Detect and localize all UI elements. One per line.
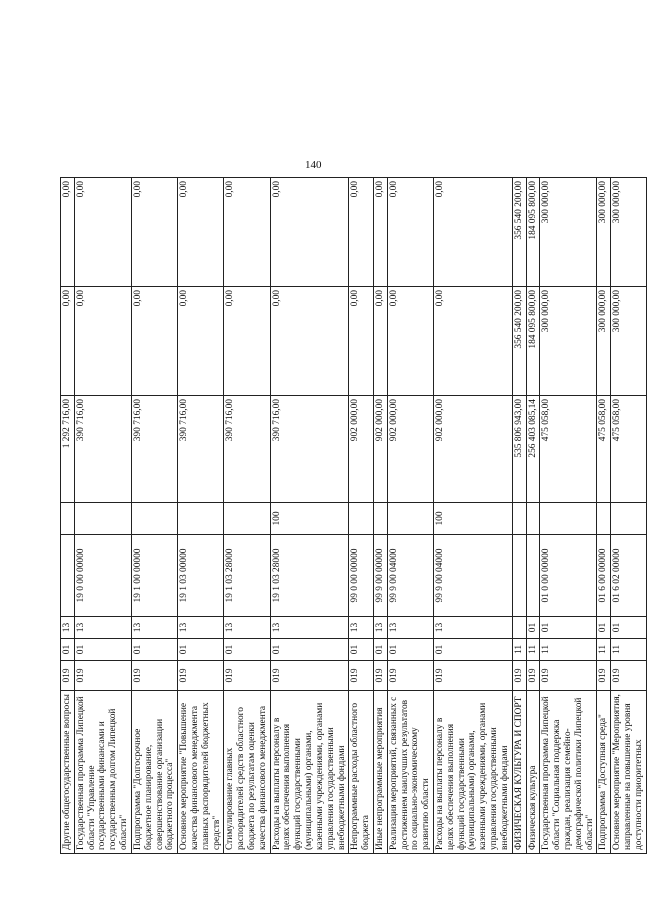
cell-csr: 99 9 00 04000	[387, 535, 433, 617]
table-row	[131, 178, 177, 854]
cell-rz: 01	[349, 639, 374, 661]
cell-name: Непрограммные расходы областного бюджета	[349, 691, 374, 854]
cell-a2: 0,00	[131, 287, 177, 396]
cell-a3: 0,00	[74, 178, 131, 287]
cell-vr	[178, 503, 224, 535]
cell-vr	[597, 503, 611, 535]
cell-a2: 300 000,00	[597, 287, 611, 396]
cell-name: ФИЗИЧЕСКАЯ КУЛЬТУРА И СПОРТ	[512, 691, 526, 854]
cell-a1: 902 000,00	[373, 396, 387, 503]
cell-pr: 13	[61, 617, 75, 639]
cell-a3: 184 095 800,00	[526, 178, 540, 287]
cell-a3: 0,00	[178, 178, 224, 287]
cell-csr	[512, 535, 526, 617]
cell-a3: 0,00	[61, 178, 75, 287]
cell-name: Подпрограмма "Доступная среда"	[597, 691, 611, 854]
cell-gr: 019	[540, 661, 597, 691]
table-row	[512, 178, 526, 854]
cell-name: Иные непрограммные мероприятия	[373, 691, 387, 854]
cell-a3: 300 000,00	[540, 178, 597, 287]
cell-rz: 11	[540, 639, 597, 661]
cell-vr	[611, 503, 646, 535]
cell-gr: 019	[61, 661, 75, 691]
table-row	[270, 178, 349, 854]
cell-a2: 0,00	[224, 287, 270, 396]
cell-a2: 300 000,00	[611, 287, 646, 396]
cell-name: Стимулирование главных распорядителей средств областного бюджета по результатам оценки качества финансового менеджмента	[224, 691, 270, 854]
cell-gr: 019	[373, 661, 387, 691]
table-row	[540, 178, 597, 854]
cell-a3: 0,00	[349, 178, 374, 287]
cell-rz: 01	[270, 639, 349, 661]
table-row	[349, 178, 374, 854]
cell-csr: 99 0 00 00000	[349, 535, 374, 617]
cell-a2: 0,00	[434, 287, 513, 396]
cell-a3: 0,00	[224, 178, 270, 287]
cell-pr: 01	[540, 617, 597, 639]
cell-a1: 902 000,00	[434, 396, 513, 503]
cell-vr	[540, 503, 597, 535]
cell-a2: 300 000,00	[540, 287, 597, 396]
cell-name: Физическая культура	[526, 691, 540, 854]
cell-a1: 390 716,00	[131, 396, 177, 503]
cell-vr	[224, 503, 270, 535]
page-number: 140	[305, 159, 322, 171]
cell-rz: 01	[131, 639, 177, 661]
cell-a1: 902 000,00	[387, 396, 433, 503]
cell-vr	[512, 503, 526, 535]
table-body	[61, 178, 647, 854]
cell-a3: 0,00	[270, 178, 349, 287]
cell-a2: 0,00	[387, 287, 433, 396]
cell-a1: 256 403 085,14	[526, 396, 540, 503]
cell-name: Государственная программа Липецкой области "Социальная поддержка граждан, реализация семейно-демографической политики Липецкой области"	[540, 691, 597, 854]
cell-csr: 19 1 03 00000	[178, 535, 224, 617]
cell-csr: 99 9 00 00000	[373, 535, 387, 617]
table-row	[434, 178, 513, 854]
table-row	[387, 178, 433, 854]
cell-csr: 19 0 00 00000	[74, 535, 131, 617]
cell-pr: 13	[178, 617, 224, 639]
cell-gr: 019	[349, 661, 374, 691]
cell-name: Реализация мероприятий, связанных с достижением наилучших результатов по социально-экономическому развитию области	[387, 691, 433, 854]
cell-name: Другие общегосударственные вопросы	[61, 691, 75, 854]
cell-pr: 13	[224, 617, 270, 639]
cell-pr: 01	[526, 617, 540, 639]
table-row	[611, 178, 646, 854]
cell-csr: 99 9 00 04000	[434, 535, 513, 617]
cell-csr: 01 6 00 00000	[597, 535, 611, 617]
cell-name: Государственная программа Липецкой области "Управление государственными финансами и государственным долгом Липецкой области"	[74, 691, 131, 854]
cell-gr: 019	[387, 661, 433, 691]
cell-name: Подпрограмма "Долгосрочное бюджетное планирование, совершенствование организации бюджетного процесса"	[131, 691, 177, 854]
cell-a3: 0,00	[373, 178, 387, 287]
cell-gr: 019	[74, 661, 131, 691]
cell-a3: 0,00	[131, 178, 177, 287]
cell-a2: 0,00	[349, 287, 374, 396]
cell-rz: 11	[526, 639, 540, 661]
cell-a2: 0,00	[74, 287, 131, 396]
cell-a3: 0,00	[387, 178, 433, 287]
cell-rz: 01	[434, 639, 513, 661]
cell-vr	[61, 503, 75, 535]
cell-a3: 0,00	[434, 178, 513, 287]
cell-name: Основное мероприятие "Мероприятия, направленные на повышение уровня доступности приоритетных	[611, 691, 646, 854]
cell-pr: 13	[74, 617, 131, 639]
cell-a2: 356 540 200,00	[512, 287, 526, 396]
cell-rz: 11	[611, 639, 646, 661]
cell-a1: 535 806 943,00	[512, 396, 526, 503]
cell-a1: 390 716,00	[270, 396, 349, 503]
cell-csr: 01 0 00 00000	[540, 535, 597, 617]
cell-csr	[526, 535, 540, 617]
cell-pr: 13	[131, 617, 177, 639]
cell-a3: 300 000,00	[597, 178, 611, 287]
cell-rz: 01	[61, 639, 75, 661]
cell-a1: 475 058,00	[597, 396, 611, 503]
cell-pr: 13	[434, 617, 513, 639]
budget-table-box	[60, 178, 644, 854]
cell-gr: 019	[597, 661, 611, 691]
cell-csr: 19 1 03 28000	[224, 535, 270, 617]
cell-pr	[512, 617, 526, 639]
cell-a2: 0,00	[270, 287, 349, 396]
cell-gr: 019	[131, 661, 177, 691]
cell-vr	[526, 503, 540, 535]
table-row	[178, 178, 224, 854]
cell-a1: 475 058,00	[611, 396, 646, 503]
cell-vr	[349, 503, 374, 535]
cell-vr	[74, 503, 131, 535]
cell-gr: 019	[434, 661, 513, 691]
cell-gr: 019	[270, 661, 349, 691]
cell-name: Расходы на выплаты персоналу в целях обеспечения выполнения функций государственными (муниципальными) органами, казенными учреждениями, органами управления государственными внебюджетными фондами	[434, 691, 513, 854]
cell-pr: 13	[373, 617, 387, 639]
cell-gr: 019	[512, 661, 526, 691]
cell-rz: 01	[224, 639, 270, 661]
cell-csr: 19 1 00 00000	[131, 535, 177, 617]
cell-rz: 01	[178, 639, 224, 661]
cell-name: Основное мероприятие "Повышение качества финансового менеджмента главных распорядителей бюджетных средств"	[178, 691, 224, 854]
cell-a3: 300 000,00	[611, 178, 646, 287]
cell-a1: 390 716,00	[224, 396, 270, 503]
cell-pr: 01	[611, 617, 646, 639]
table-row	[526, 178, 540, 854]
cell-a1: 390 716,00	[178, 396, 224, 503]
table-row	[74, 178, 131, 854]
cell-a2: 0,00	[178, 287, 224, 396]
cell-a1: 390 716,00	[74, 396, 131, 503]
cell-rz: 01	[74, 639, 131, 661]
cell-pr: 13	[387, 617, 433, 639]
cell-gr: 019	[611, 661, 646, 691]
budget-table	[60, 177, 647, 854]
cell-pr: 13	[349, 617, 374, 639]
cell-gr: 019	[526, 661, 540, 691]
cell-vr: 100	[434, 503, 513, 535]
cell-vr: 100	[270, 503, 349, 535]
cell-rz: 01	[373, 639, 387, 661]
cell-a1: 475 058,00	[540, 396, 597, 503]
cell-gr: 019	[224, 661, 270, 691]
cell-vr	[373, 503, 387, 535]
cell-a2: 0,00	[373, 287, 387, 396]
cell-a1: 1 292 716,00	[61, 396, 75, 503]
cell-csr	[61, 535, 75, 617]
table-row	[597, 178, 611, 854]
cell-rz: 11	[597, 639, 611, 661]
cell-rz: 01	[387, 639, 433, 661]
cell-pr: 13	[270, 617, 349, 639]
cell-a2: 0,00	[61, 287, 75, 396]
rotated-table-container	[60, 178, 644, 854]
cell-a2: 184 095 800,00	[526, 287, 540, 396]
cell-csr: 01 6 02 00000	[611, 535, 646, 617]
cell-gr: 019	[178, 661, 224, 691]
cell-a3: 356 540 200,00	[512, 178, 526, 287]
cell-a1: 902 000,00	[349, 396, 374, 503]
cell-rz: 11	[512, 639, 526, 661]
cell-csr: 19 1 03 28000	[270, 535, 349, 617]
cell-pr: 01	[597, 617, 611, 639]
cell-name: Расходы на выплаты персоналу в целях обеспечения выполнения функций государственными (муниципальными) органами, казенными учреждениями, органами управления государственными внебюджетными фондами	[270, 691, 349, 854]
table-row	[373, 178, 387, 854]
cell-vr	[387, 503, 433, 535]
cell-vr	[131, 503, 177, 535]
table-row	[61, 178, 75, 854]
table-row	[224, 178, 270, 854]
